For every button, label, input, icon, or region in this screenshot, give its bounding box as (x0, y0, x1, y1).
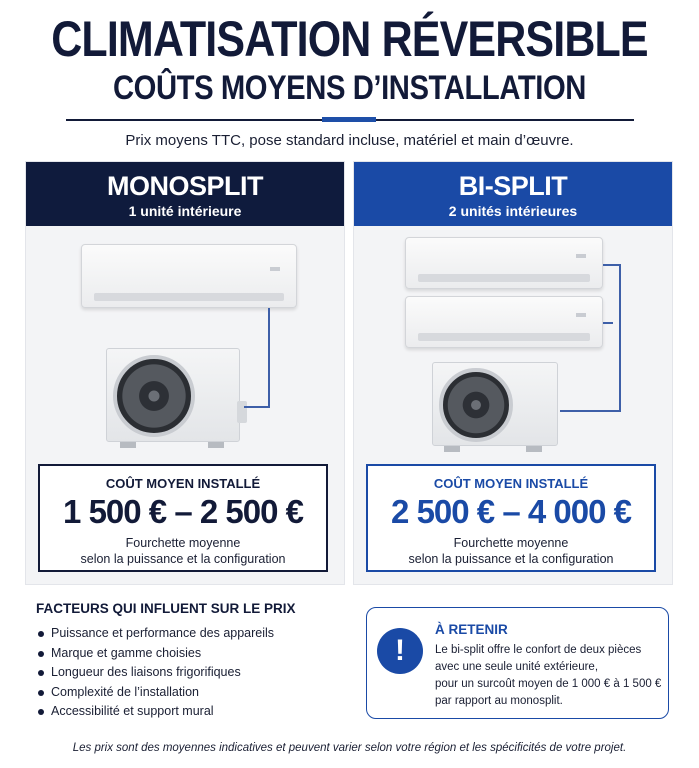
cost-note-line: Fourchette moyenne (125, 536, 241, 550)
cost-note (40, 535, 326, 567)
card-subtitle: 1 unité intérieure (128, 203, 242, 219)
list-item-text: Accessibilité et support mural (51, 704, 214, 718)
title-divider-accent (322, 117, 376, 122)
cost-value: 1 500 € – 2 500 € (63, 493, 303, 530)
list-item-text: Marque et gamme choisies (51, 645, 202, 660)
cost-box (38, 464, 328, 572)
factors-list (36, 624, 336, 722)
cost-note-line: selon la puissance et la configuration (408, 552, 614, 566)
bullet-icon (38, 690, 44, 696)
cost-note-line: Fourchette moyenne (453, 536, 569, 550)
takeaway-line: pour un surcoût moyen de 1 000 € à 1 500 € (435, 678, 662, 690)
key-takeaway-box (366, 607, 669, 719)
takeaway-line: par rapport au monosplit. (435, 695, 563, 707)
refrigerant-pipe (560, 410, 620, 412)
exclamation-icon: ! (377, 628, 423, 674)
card-header (26, 162, 344, 226)
card-monosplit (25, 161, 345, 585)
page-subtitle: COÛTS MOYENS D’INSTALLATION (112, 69, 586, 107)
list-item-text: Longueur des liaisons frigorifiques (51, 665, 241, 679)
card-title: BI-SPLIT (458, 171, 568, 201)
page-title: CLIMATISATION RÉVERSIBLE (51, 11, 648, 67)
takeaway-title: À RETENIR (435, 622, 508, 637)
cost-value: 2 500 € – 4 000 € (391, 493, 631, 530)
takeaway-line: Le bi-split offre le confort de deux pièces (435, 644, 642, 656)
bullet-icon (38, 631, 44, 637)
cost-note (368, 535, 654, 567)
cost-box (366, 464, 656, 572)
page-header (0, 11, 699, 107)
indoor-unit-image (405, 237, 603, 289)
cost-note-line: selon la puissance et la configuration (80, 552, 286, 566)
intro-text: Prix moyens TTC, pose standard incluse, matériel et main d’œuvre. (125, 132, 574, 149)
list-item-text: Complexité de l’installation (51, 684, 199, 699)
takeaway-text (435, 642, 663, 710)
card-bisplit (353, 161, 673, 585)
list-item (36, 702, 336, 722)
card-header (354, 162, 672, 226)
list-item (36, 644, 336, 664)
list-item-text: Puissance et performance des appareils (51, 626, 275, 640)
list-item (36, 624, 336, 644)
indoor-unit-image (81, 244, 297, 308)
cost-label: COÛT MOYEN INSTALLÉ (105, 476, 261, 491)
fan-icon (439, 368, 513, 442)
refrigerant-pipe (244, 308, 270, 408)
cost-label: COÛT MOYEN INSTALLÉ (433, 476, 589, 491)
bullet-icon (38, 709, 44, 715)
takeaway-line: avec une seule unité extérieure, (435, 661, 599, 673)
factors-title: FACTEURS QUI INFLUENT SUR LE PRIX (36, 601, 296, 616)
footnote: Les prix sont des moyennes indicatives et peuvent varier selon votre région et les spécificités de votre projet. (72, 742, 627, 754)
outdoor-unit-image (106, 348, 240, 442)
card-subtitle: 2 unités intérieures (448, 203, 578, 219)
list-item (36, 663, 336, 683)
bullet-icon (38, 670, 44, 676)
outdoor-unit-image (432, 362, 558, 446)
bullet-icon (38, 651, 44, 657)
refrigerant-pipe (603, 322, 613, 410)
fan-icon (113, 355, 195, 437)
card-title: MONOSPLIT (107, 171, 263, 201)
factors-section (36, 601, 336, 722)
list-item (36, 683, 336, 703)
indoor-unit-image (405, 296, 603, 348)
